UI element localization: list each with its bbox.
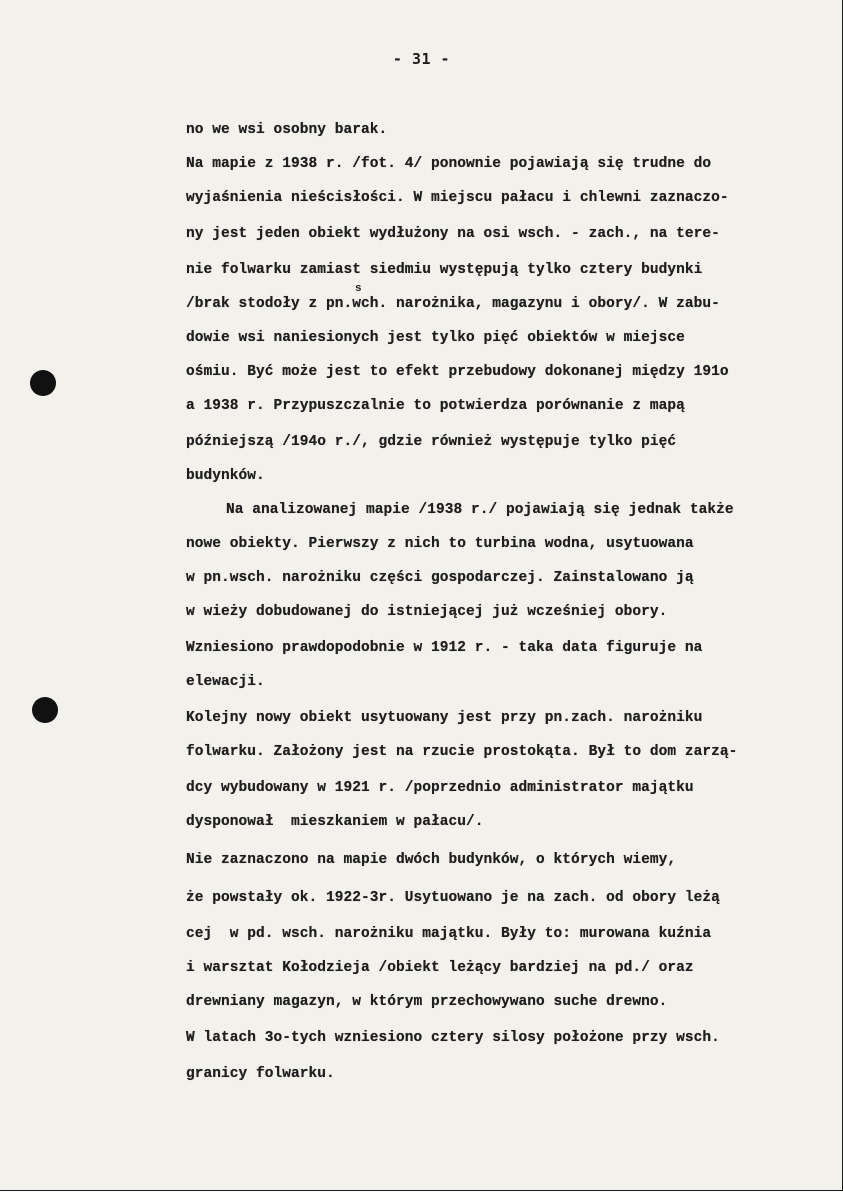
text-line: ośmiu. Być może jest to efekt przebudowy dokonanej między 191o (186, 364, 729, 380)
text-line: nie folwarku zamiast siedmiu występują tylko cztery budynki (186, 262, 703, 278)
text-line: /brak stodoły z pn.wch. narożnika, magazynu i obory/. W zabu- (186, 296, 720, 312)
text-line: wyjaśnienia nieścisłości. W miejscu pałacu i chlewni zaznaczo- (186, 190, 729, 206)
text-line: nowe obiekty. Pierwszy z nich to turbina wodna, usytuowana (186, 536, 694, 552)
text-line: granicy folwarku. (186, 1066, 335, 1082)
text-line: Wzniesiono prawdopodobnie w 1912 r. - taka data figuruje na (186, 640, 703, 656)
text-line: w wieży dobudowanej do istniejącej już wcześniej obory. (186, 604, 668, 620)
text-line: folwarku. Założony jest na rzucie prostokąta. Był to dom zarzą- (186, 744, 738, 760)
text-line: dowie wsi naniesionych jest tylko pięć obiektów w miejsce (186, 330, 685, 346)
text-line: elewacji. (186, 674, 265, 690)
text-line: drewniany magazyn, w którym przechowywano suche drewno. (186, 994, 668, 1010)
text-line: dcy wybudowany w 1921 r. /poprzednio administrator majątku (186, 780, 694, 796)
text-line: Kolejny nowy obiekt usytuowany jest przy pn.zach. narożniku (186, 710, 703, 726)
text-line: że powstały ok. 1922-3r. Usytuowano je na zach. od obory leżą (186, 890, 720, 906)
text-line: Nie zaznaczono na mapie dwóch budynków, o których wiemy, (186, 852, 677, 868)
text-line: późniejszą /194o r./, gdzie również występuje tylko pięć (186, 434, 677, 450)
text-line: a 1938 r. Przypuszczalnie to potwierdza porównanie z mapą (186, 398, 685, 414)
text-line: cej w pd. wsch. narożniku majątku. Były to: murowana kuźnia (186, 926, 712, 942)
text-line: i warsztat Kołodzieja /obiekt leżący bardziej na pd./ oraz (186, 960, 694, 976)
text-line: ny jest jeden obiekt wydłużony na osi wsch. - zach., na tere- (186, 226, 720, 242)
handwritten-correction: s (355, 283, 362, 295)
text-line: Na mapie z 1938 r. /fot. 4/ ponownie pojawiają się trudne do (186, 156, 712, 172)
text-line: budynków. (186, 468, 265, 484)
text-line: Na analizowanej mapie /1938 r./ pojawiają się jednak także (226, 502, 734, 518)
page-number: - 31 - (392, 50, 451, 68)
punch-hole (32, 697, 58, 723)
text-line: no we wsi osobny barak. (186, 122, 388, 138)
text-line: w pn.wsch. narożniku części gospodarczej. Zainstalowano ją (186, 570, 694, 586)
text-line: dysponował mieszkaniem w pałacu/. (186, 814, 484, 830)
text-line: W latach 3o-tych wzniesiono cztery silosy położone przy wsch. (186, 1030, 720, 1046)
punch-hole (30, 370, 56, 396)
